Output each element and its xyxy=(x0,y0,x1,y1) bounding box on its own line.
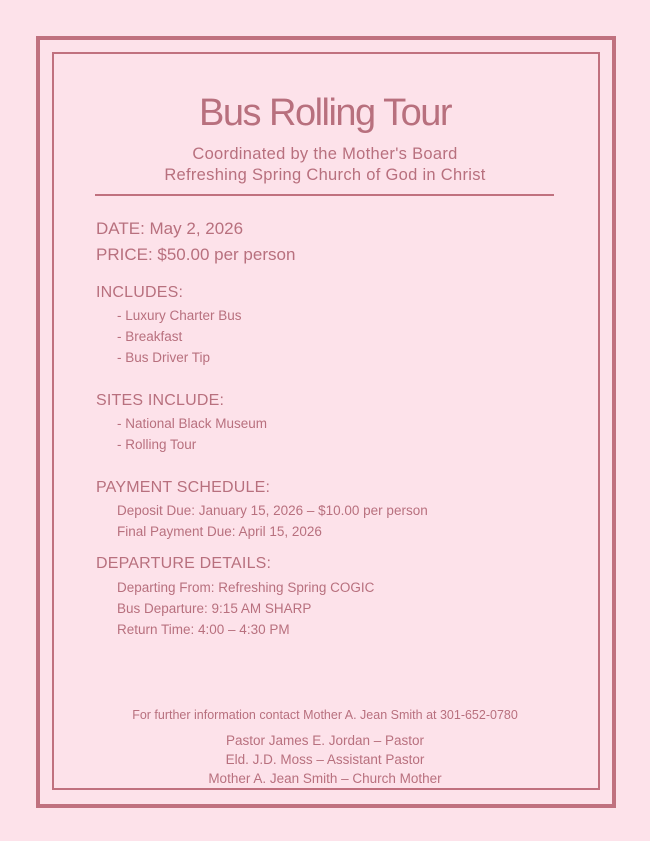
sites-item: - Rolling Tour xyxy=(117,437,197,452)
includes-item: - Bus Driver Tip xyxy=(117,350,211,365)
includes-item: - Breakfast xyxy=(117,329,183,344)
subtitle-coordinator: Coordinated by the Mother's Board xyxy=(192,145,458,163)
payment-item: Final Payment Due: April 15, 2026 xyxy=(117,524,322,539)
footer-church-mother: Mother A. Jean Smith – Church Mother xyxy=(208,771,442,786)
footer-assistant-pastor: Eld. J.D. Moss – Assistant Pastor xyxy=(225,752,425,767)
departure-item: Return Time: 4:00 – 4:30 PM xyxy=(117,622,290,637)
includes-item: - Luxury Charter Bus xyxy=(117,308,242,323)
includes-heading: INCLUDES: xyxy=(96,284,184,301)
payment-item: Deposit Due: January 15, 2026 – $10.00 per person xyxy=(117,503,428,518)
sites-heading: SITES INCLUDE: xyxy=(96,392,225,409)
subtitle-church: Refreshing Spring Church of God in Christ xyxy=(164,166,486,184)
date-line: DATE: May 2, 2026 xyxy=(96,219,244,238)
title-divider xyxy=(95,194,554,196)
page-title: Bus Rolling Tour xyxy=(198,92,451,134)
departure-heading: DEPARTURE DETAILS: xyxy=(96,555,272,572)
price-line: PRICE: $50.00 per person xyxy=(96,245,296,264)
footer-pastor: Pastor James E. Jordan – Pastor xyxy=(225,733,425,748)
departure-item: Departing From: Refreshing Spring COGIC xyxy=(117,580,375,595)
departure-item: Bus Departure: 9:15 AM SHARP xyxy=(117,601,312,616)
payment-heading: PAYMENT SCHEDULE: xyxy=(96,479,271,496)
sites-item: - National Black Museum xyxy=(117,416,268,431)
contact-info: For further information contact Mother A. Jean Smith at 301-652-0780 xyxy=(132,708,518,722)
